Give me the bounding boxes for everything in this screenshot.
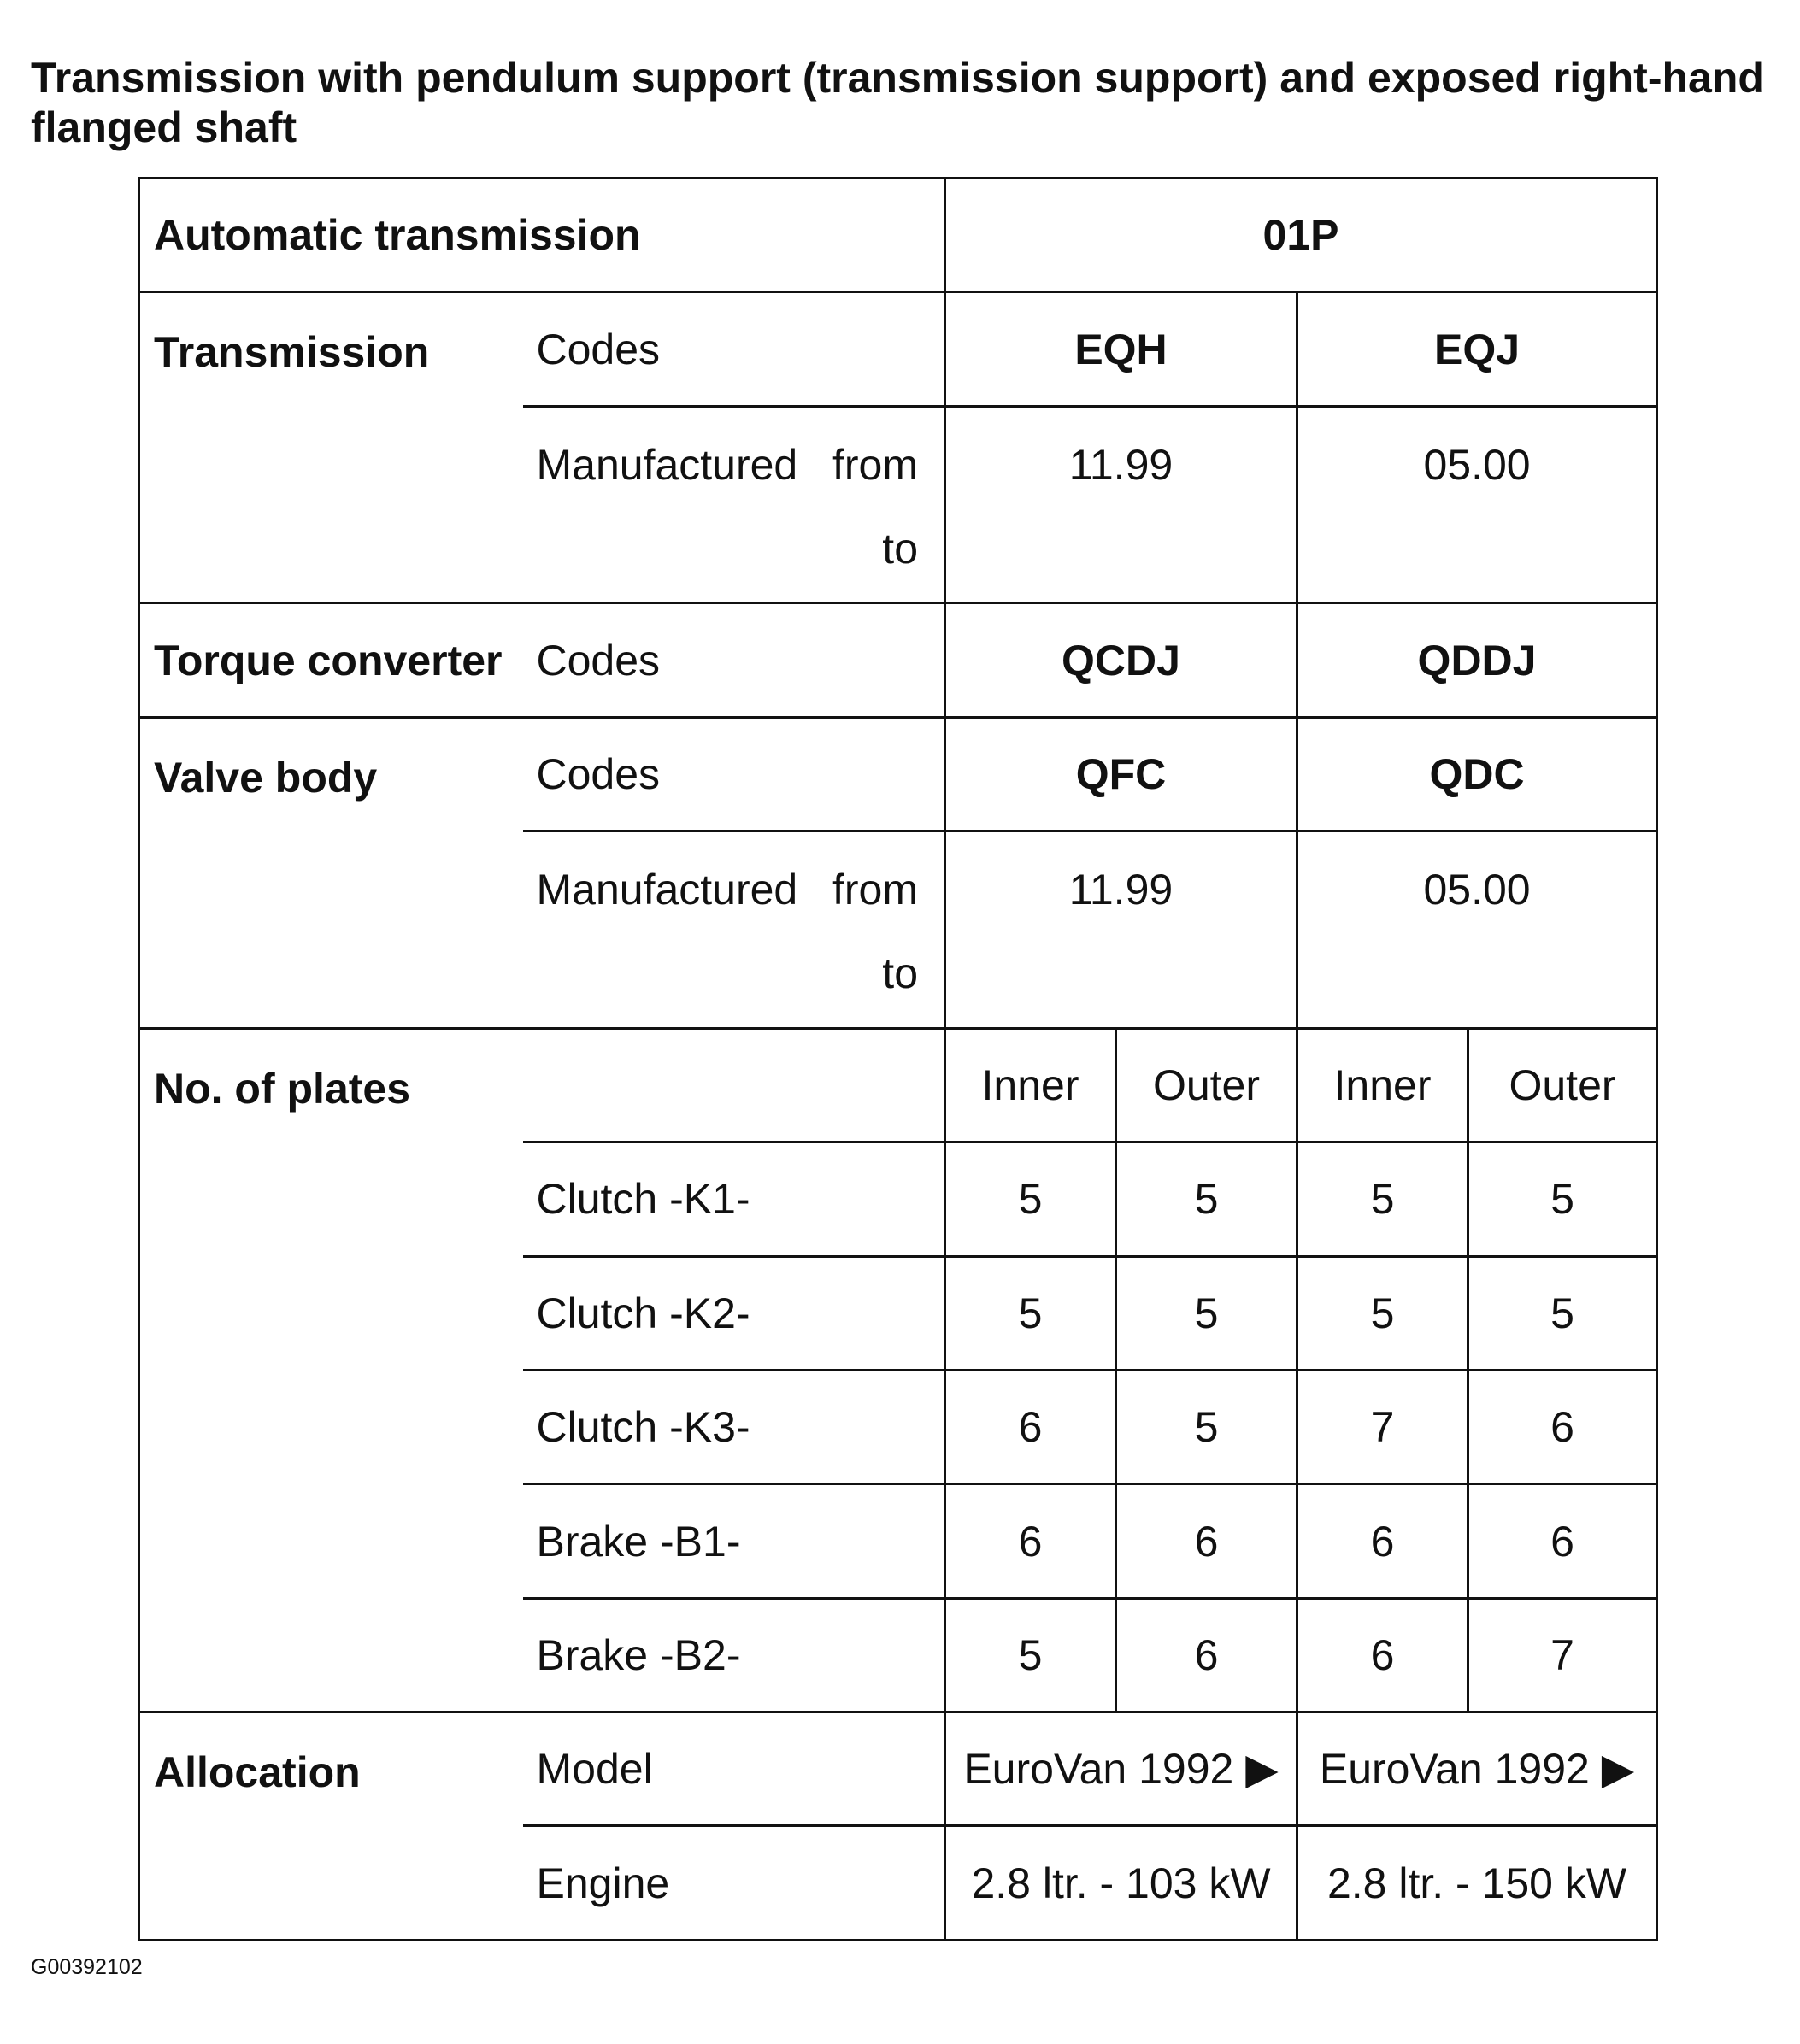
allocation-model-row xyxy=(139,1712,1657,1826)
valve-body-codes-row xyxy=(139,717,1657,831)
allocation-model-label: Model xyxy=(523,1712,945,1826)
transmission-manufactured-cell xyxy=(523,406,945,603)
plate-value: 7 xyxy=(1297,1370,1468,1483)
transmission-from-1: 11.99 xyxy=(945,406,1297,603)
plate-value: 6 xyxy=(1297,1598,1468,1712)
plates-header-inner-2: Inner xyxy=(1297,1028,1468,1142)
transmission-to-label: to xyxy=(882,524,918,573)
plate-value: 5 xyxy=(1297,1142,1468,1256)
allocation-model-2: EuroVan 1992 ▶ xyxy=(1297,1712,1657,1826)
plate-value: 6 xyxy=(945,1484,1116,1598)
plate-value: 6 xyxy=(945,1370,1116,1483)
header-value: 01P xyxy=(945,179,1657,292)
page-title: Transmission with pendulum support (transmission support) and exposed right-hand flanged shaft xyxy=(31,54,1764,151)
allocation-engine-2: 2.8 ltr. - 150 kW xyxy=(1297,1826,1657,1941)
valve-body-manufactured-label: Manufactured xyxy=(536,866,798,914)
transmission-from-2: 05.00 xyxy=(1297,406,1657,603)
plate-value: 5 xyxy=(1116,1256,1297,1370)
valve-body-group-label: Valve body xyxy=(139,717,523,1028)
valve-body-to-label: to xyxy=(882,949,918,998)
plate-value: 5 xyxy=(945,1598,1116,1712)
plate-value: 5 xyxy=(1468,1142,1657,1256)
plate-value: 5 xyxy=(1116,1142,1297,1256)
torque-converter-row xyxy=(139,603,1657,717)
plate-value: 7 xyxy=(1468,1598,1657,1712)
plates-group-label: No. of plates xyxy=(139,1028,523,1712)
plate-row-label: Clutch -K2- xyxy=(523,1256,945,1370)
torque-converter-code-2: QDDJ xyxy=(1297,603,1657,717)
plate-row-label: Brake -B2- xyxy=(523,1598,945,1712)
figure-code: G00392102 xyxy=(31,1955,143,1979)
transmission-code-1: EQH xyxy=(945,292,1297,406)
valve-body-from-label: from xyxy=(832,866,918,914)
transmission-codes-label: Codes xyxy=(523,292,945,406)
header-row xyxy=(139,179,1657,292)
allocation-engine-label: Engine xyxy=(523,1826,945,1941)
plates-header-outer-1: Outer xyxy=(1116,1028,1297,1142)
torque-converter-code-1: QCDJ xyxy=(945,603,1297,717)
plate-value: 6 xyxy=(1297,1484,1468,1598)
plate-row-label: Clutch -K3- xyxy=(523,1370,945,1483)
allocation-model-1: EuroVan 1992 ▶ xyxy=(945,1712,1297,1826)
spec-table xyxy=(138,177,1658,1941)
transmission-codes-row xyxy=(139,292,1657,406)
valve-body-from-1: 11.99 xyxy=(945,831,1297,1029)
torque-converter-codes-label: Codes xyxy=(523,603,945,717)
plates-header-outer-2: Outer xyxy=(1468,1028,1657,1142)
plate-value: 5 xyxy=(945,1142,1116,1256)
plate-value: 5 xyxy=(1468,1256,1657,1370)
transmission-group-label: Transmission xyxy=(139,292,523,603)
valve-body-manufactured-cell xyxy=(523,831,945,1029)
valve-body-code-1: QFC xyxy=(945,717,1297,831)
plate-value: 6 xyxy=(1468,1370,1657,1483)
transmission-code-2: EQJ xyxy=(1297,292,1657,406)
valve-body-codes-label: Codes xyxy=(523,717,945,831)
transmission-from-label: from xyxy=(832,440,918,489)
plate-value: 5 xyxy=(1297,1256,1468,1370)
allocation-group-label: Allocation xyxy=(139,1712,523,1941)
plate-row-label: Clutch -K1- xyxy=(523,1142,945,1256)
plates-header-row xyxy=(139,1028,1657,1142)
valve-body-code-2: QDC xyxy=(1297,717,1657,831)
plate-row-label: Brake -B1- xyxy=(523,1484,945,1598)
plate-value: 6 xyxy=(1116,1598,1297,1712)
plate-value: 5 xyxy=(945,1256,1116,1370)
allocation-engine-1: 2.8 ltr. - 103 kW xyxy=(945,1826,1297,1941)
plate-value: 6 xyxy=(1468,1484,1657,1598)
plates-header-inner-1: Inner xyxy=(945,1028,1116,1142)
header-label: Automatic transmission xyxy=(139,179,945,292)
plate-value: 6 xyxy=(1116,1484,1297,1598)
plate-value: 5 xyxy=(1116,1370,1297,1483)
valve-body-from-2: 05.00 xyxy=(1297,831,1657,1029)
plates-header-spacer xyxy=(523,1028,945,1142)
torque-converter-group-label: Torque converter xyxy=(139,603,523,717)
transmission-manufactured-label: Manufactured xyxy=(536,440,798,489)
